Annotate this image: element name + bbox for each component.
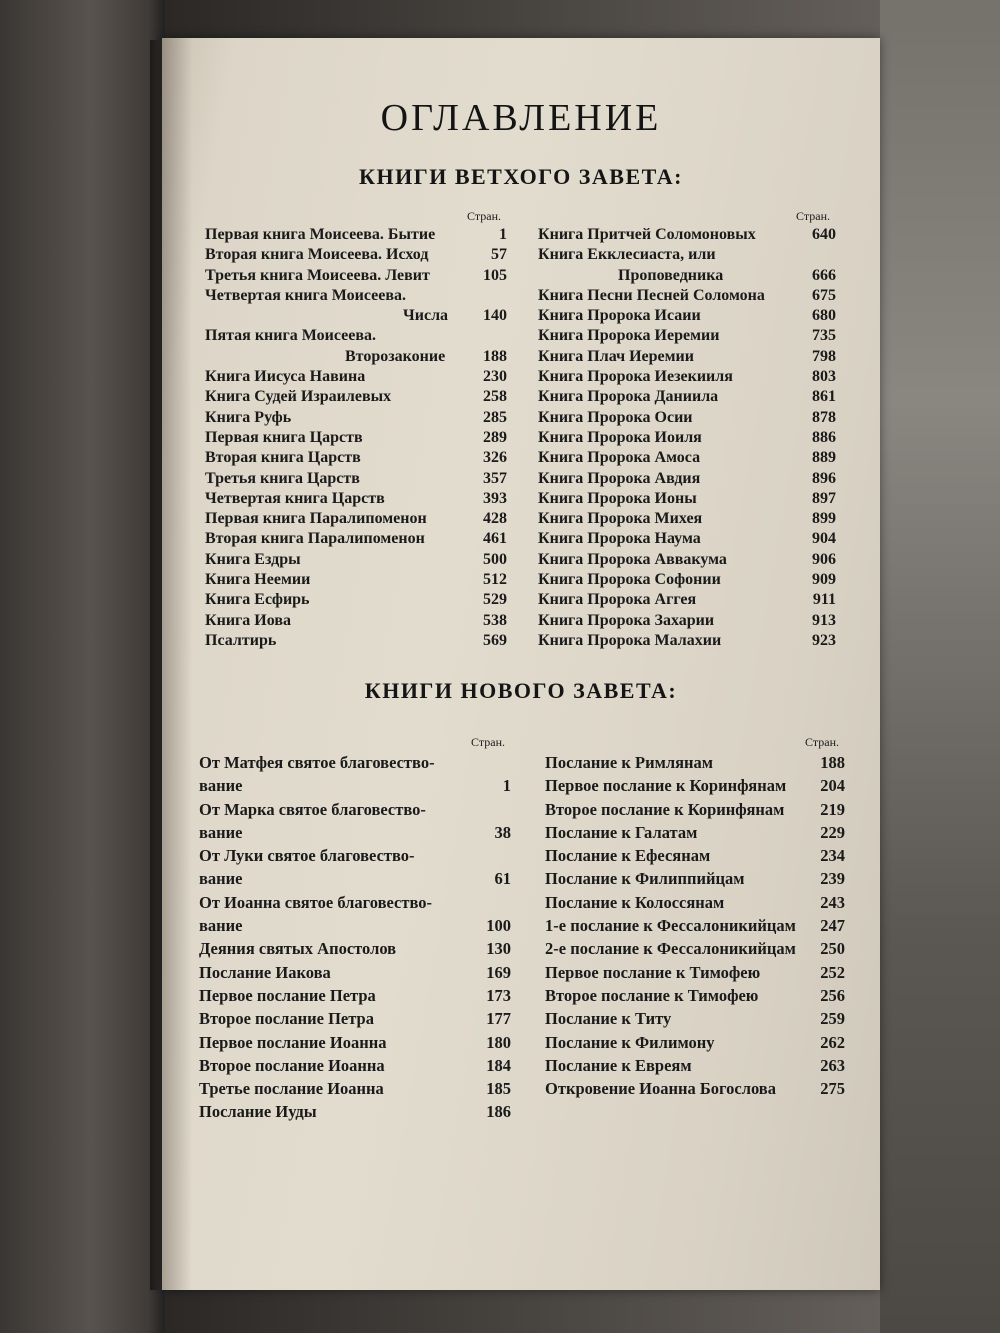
toc-entry-page: 861 (812, 388, 836, 406)
toc-entry-title: Книга Пророка Аввакума (538, 550, 727, 568)
toc-entry (538, 367, 836, 387)
toc-entry-page: 569 (483, 631, 507, 649)
toc-entry-title: Книга Пророка Наума (538, 530, 701, 548)
toc-entry (538, 326, 836, 346)
toc-entry-page: 798 (812, 347, 836, 365)
toc-entry-page: 239 (820, 869, 845, 889)
toc-entry-title: Книга Пророка Авдия (538, 469, 701, 487)
toc-entry-page: 538 (483, 611, 507, 629)
toc-entry-page: 666 (812, 266, 836, 284)
toc-entry-title: От Марка святое благовество- (199, 799, 426, 819)
toc-entry-page: 680 (812, 307, 836, 325)
toc-entry-title: вание (199, 776, 243, 796)
toc-entry-page: 186 (486, 1102, 511, 1122)
toc-entry-page: 130 (486, 939, 511, 959)
old-testament-right-column (538, 208, 836, 651)
toc-entry (205, 387, 507, 407)
toc-entry-title: Второе послание к Коринфянам (545, 799, 785, 819)
toc-entry-title: вание (199, 822, 243, 842)
toc-entry (205, 469, 507, 489)
toc-entry-title: Книга Неемии (205, 571, 311, 589)
toc-entry (205, 428, 507, 448)
toc-entry (538, 590, 836, 610)
toc-entry-title: Проповедника (618, 266, 724, 284)
toc-entry (199, 844, 511, 867)
toc-entry-title: Книга Пророка Осии (538, 408, 693, 426)
toc-entry (538, 570, 836, 590)
toc-entry-page: 911 (812, 591, 836, 609)
toc-entry-title: Откровение Иоанна Богослова (545, 1079, 776, 1099)
page-title: ОГЛАВЛЕНИЕ (380, 97, 662, 139)
toc-entry (199, 937, 511, 960)
pages-label: Стран. (467, 209, 501, 223)
toc-entry-title: Третья книга Царств (205, 469, 360, 487)
toc-entry-title: Послание к Колоссянам (545, 892, 725, 912)
toc-entry (545, 914, 845, 937)
toc-entry-title: Пятая книга Моисеева. (205, 327, 376, 345)
toc-entry (538, 611, 836, 631)
toc-entry (199, 984, 511, 1007)
toc-entry-title: Псалтирь (205, 631, 277, 649)
toc-entry-title: Книга Песни Песней Соломона (538, 286, 765, 304)
toc-entry (538, 225, 836, 245)
toc-entry (199, 821, 511, 844)
toc-entry-page: 428 (483, 510, 507, 528)
toc-entry (545, 961, 845, 984)
toc-entry-page: 230 (483, 368, 507, 386)
toc-entry-page: 169 (486, 962, 511, 982)
toc-entry-page: 188 (820, 753, 845, 772)
toc-entry-title: Третья книга Моисеева. Левит (205, 266, 430, 284)
new-testament-right-column (545, 734, 845, 1100)
toc-entry-page: 263 (820, 1055, 845, 1075)
toc-entry-title: Книга Пророка Ионы (538, 489, 697, 507)
toc-entry-title: Книга Пророка Амоса (538, 449, 701, 467)
toc-entry-page: 512 (483, 571, 507, 589)
toc-entry-title: Первая книга Царств (205, 428, 363, 446)
toc-entry (199, 1054, 511, 1077)
toc-entry-title: Книга Руфь (205, 408, 292, 426)
toc-entry-title: Книга Есфирь (205, 591, 310, 609)
toc-entry-page: 177 (486, 1009, 511, 1029)
toc-entry-title: 2-е послание к Фессалоникийцам (545, 939, 796, 959)
toc-entry (545, 867, 845, 890)
toc-entry (545, 1077, 845, 1100)
toc-entry-title: Послание Иуды (199, 1102, 317, 1122)
toc-entry-title: Книга Притчей Соломоновых (538, 226, 756, 243)
toc-entry-title: вание (199, 916, 243, 936)
toc-entry (205, 631, 507, 651)
toc-entry-title: 1-е послание к Фессалоникийцам (545, 916, 796, 936)
toc-entry-title: Первая книга Моисеева. Бытие (205, 226, 436, 243)
toc-entry-title: Второе послание Иоанна (199, 1055, 385, 1075)
toc-entry-title: От Матфея святое благовество- (199, 753, 435, 772)
toc-entry (205, 306, 507, 326)
toc-entry (199, 798, 511, 821)
toc-entry (199, 751, 511, 774)
toc-entry-page: 247 (820, 916, 845, 936)
toc-entry-page: 38 (494, 822, 511, 842)
toc-entry-title: Числа (403, 307, 449, 325)
toc-entry-title: Послание к Ефесянам (545, 846, 711, 866)
new-testament-heading: КНИГИ НОВОГО ЗАВЕТА: (364, 678, 678, 703)
toc-entry-page: 640 (812, 226, 836, 243)
toc-entry-page: 886 (812, 428, 836, 446)
toc-entry-page: 258 (483, 388, 507, 406)
toc-entry (538, 489, 836, 509)
toc-entry (538, 245, 836, 265)
toc-entry-title: Деяния святых Апостолов (199, 939, 397, 959)
toc-entry (545, 891, 845, 914)
toc-entry (545, 798, 845, 821)
toc-entry (545, 937, 845, 960)
toc-entry-page: 185 (486, 1079, 511, 1099)
old-testament-left-column (205, 208, 507, 651)
new-testament-left-column (199, 734, 511, 1124)
toc-entry-page: 275 (820, 1079, 845, 1099)
previous-page-edge (0, 0, 165, 1333)
toc-entry-page: 909 (812, 571, 836, 589)
toc-entry-title: Второзаконие (345, 347, 446, 365)
toc-entry-title: Книга Пророка Захарии (538, 611, 715, 629)
toc-entry (199, 1007, 511, 1030)
toc-entry-title: Послание к Филиппийцам (545, 869, 745, 889)
toc-entry-title: Книга Пророка Исаии (538, 307, 701, 325)
toc-entry-title: Послание к Галатам (545, 822, 698, 842)
toc-entry-page: 180 (486, 1032, 511, 1052)
toc-entry-title: Первое послание Петра (199, 985, 376, 1005)
toc-entry-title: Книга Пророка Софонии (538, 571, 721, 589)
toc-entry-title: От Луки святое благовество- (199, 846, 415, 866)
toc-entry (538, 408, 836, 428)
toc-entry (199, 774, 511, 797)
toc-entry-page: 204 (820, 776, 845, 796)
toc-entry-page: 803 (812, 368, 836, 386)
toc-entry-page: 899 (812, 510, 836, 528)
toc-entry-title: Четвертая книга Царств (205, 489, 385, 507)
toc-entry-page: 1 (502, 776, 511, 796)
toc-entry (199, 1077, 511, 1100)
toc-entry (538, 529, 836, 549)
toc-entry-title: Первое послание к Коринфянам (545, 776, 787, 796)
toc-entry-page: 250 (820, 939, 845, 959)
toc-entry (205, 408, 507, 428)
toc-entry-page: 256 (820, 985, 845, 1005)
toc-entry (205, 367, 507, 387)
toc-entry-title: Книга Иова (205, 611, 291, 629)
toc-entry (545, 751, 845, 774)
toc-entry-title: Первое послание Иоанна (199, 1032, 387, 1052)
toc-entry-title: Книга Пророка Аггея (538, 591, 697, 609)
toc-entry (199, 891, 511, 914)
toc-entry (538, 428, 836, 448)
toc-entry (205, 347, 507, 367)
toc-entry-title: От Иоанна святое благовество- (199, 892, 432, 912)
old-testament-heading: КНИГИ ВЕТХОГО ЗАВЕТА: (359, 164, 683, 189)
toc-entry-page: 896 (812, 469, 836, 487)
toc-entry (538, 266, 836, 286)
toc-entry-page: 889 (812, 449, 836, 467)
toc-entry-title: Вторая книга Паралипоменон (205, 530, 425, 548)
toc-entry-page: 904 (812, 530, 836, 548)
toc-entry (205, 489, 507, 509)
background-surface (880, 0, 1000, 1333)
toc-entry-page: 289 (483, 428, 507, 446)
toc-entry (199, 914, 511, 937)
toc-entry (205, 590, 507, 610)
toc-entry-page: 906 (812, 550, 836, 568)
toc-entry-page: 184 (486, 1055, 511, 1075)
contents-page (162, 38, 880, 1290)
toc-entry-title: Послание к Евреям (545, 1055, 692, 1075)
toc-entry-page: 913 (812, 611, 836, 629)
toc-entry-title: Книга Иисуса Навина (205, 368, 366, 386)
toc-entry (205, 550, 507, 570)
toc-entry-page: 100 (486, 916, 511, 936)
toc-entry (538, 469, 836, 489)
toc-entry-title: Книга Пророка Иезекииля (538, 368, 733, 386)
toc-entry (538, 286, 836, 306)
toc-entry-page: 675 (812, 286, 836, 304)
toc-entry (538, 306, 836, 326)
toc-entry-title: Книга Пророка Малахии (538, 631, 722, 649)
toc-entry-title: Книга Пророка Иеремии (538, 327, 720, 345)
toc-entry-page: 234 (820, 846, 845, 866)
toc-entry (545, 1054, 845, 1077)
toc-entry (205, 266, 507, 286)
toc-entry (538, 550, 836, 570)
toc-entry-page: 461 (483, 530, 507, 548)
toc-entry (199, 961, 511, 984)
toc-entry (205, 509, 507, 529)
pages-label: Стран. (796, 209, 830, 223)
toc-entry-page: 57 (491, 246, 507, 264)
toc-entry (205, 286, 507, 306)
toc-entry (545, 1031, 845, 1054)
toc-entry-page: 285 (483, 408, 507, 426)
toc-entry-page: 878 (812, 408, 836, 426)
toc-entry-title: Книга Плач Иеремии (538, 347, 694, 365)
toc-entry-page: 259 (820, 1009, 845, 1029)
toc-entry (538, 448, 836, 468)
toc-entry-page: 262 (820, 1032, 845, 1052)
toc-entry (538, 387, 836, 407)
toc-entry (199, 1100, 511, 1123)
toc-entry (205, 245, 507, 265)
toc-entry (545, 1007, 845, 1030)
toc-entry-title: Второе послание к Тимофею (545, 985, 759, 1005)
toc-entry-page: 393 (483, 489, 507, 507)
toc-entry-page: 923 (812, 631, 836, 649)
pages-label: Стран. (471, 735, 505, 749)
toc-entry-title: Книга Пророка Иоиля (538, 428, 702, 446)
toc-entry-page: 529 (483, 591, 507, 609)
toc-entry (199, 1031, 511, 1054)
toc-entry (538, 509, 836, 529)
toc-entry-title: Книга Пророка Михея (538, 510, 703, 528)
toc-entry-page: 105 (483, 266, 507, 284)
toc-entry-page: 357 (483, 469, 507, 487)
toc-entry-title: Первая книга Паралипоменон (205, 510, 427, 528)
toc-entry-title: Вторая книга Царств (205, 449, 361, 467)
toc-entry-page: 1 (499, 226, 507, 243)
toc-entry (545, 821, 845, 844)
toc-entry-page: 500 (483, 550, 507, 568)
toc-entry (545, 984, 845, 1007)
toc-entry-title: вание (199, 869, 243, 889)
toc-entry (545, 844, 845, 867)
toc-entry (205, 448, 507, 468)
toc-entry-page: 243 (820, 892, 845, 912)
toc-entry-title: Послание Иакова (199, 962, 331, 982)
toc-entry (205, 529, 507, 549)
toc-entry-title: Третье послание Иоанна (199, 1079, 384, 1099)
toc-entry-page: 61 (494, 869, 511, 889)
toc-entry-page: 229 (820, 822, 845, 842)
toc-entry-title: Послание к Титу (545, 1009, 672, 1029)
toc-entry-page: 173 (486, 985, 511, 1005)
toc-entry (205, 326, 507, 346)
toc-entry-title: Послание к Филимону (545, 1032, 715, 1052)
toc-entry-page: 188 (483, 347, 507, 365)
toc-entry (205, 611, 507, 631)
toc-entry (199, 867, 511, 890)
toc-entry-title: Книга Екклесиаста, или (538, 246, 716, 264)
toc-entry-title: Вторая книга Моисеева. Исход (205, 246, 429, 264)
toc-entry-title: Первое послание к Тимофею (545, 962, 761, 982)
toc-entry (205, 570, 507, 590)
toc-entry-page: 219 (820, 799, 845, 819)
toc-entry-title: Четвертая книга Моисеева. (205, 286, 407, 304)
toc-entry-title: Книга Ездры (205, 550, 301, 568)
toc-entry-page: 897 (812, 489, 836, 507)
toc-entry-page: 735 (812, 327, 836, 345)
toc-entry-title: Второе послание Петра (199, 1009, 374, 1029)
toc-entry-title: Книга Пророка Даниила (538, 388, 719, 406)
toc-entry (205, 225, 507, 245)
toc-entry-title: Послание к Римлянам (545, 753, 714, 772)
toc-entry-title: Книга Судей Израилевых (205, 388, 392, 406)
toc-entry-page: 326 (483, 449, 507, 467)
toc-entry-page: 140 (483, 307, 507, 325)
toc-entry (538, 631, 836, 651)
toc-entry-page: 252 (820, 962, 845, 982)
toc-entry (538, 347, 836, 367)
pages-label: Стран. (805, 735, 839, 749)
toc-entry (545, 774, 845, 797)
